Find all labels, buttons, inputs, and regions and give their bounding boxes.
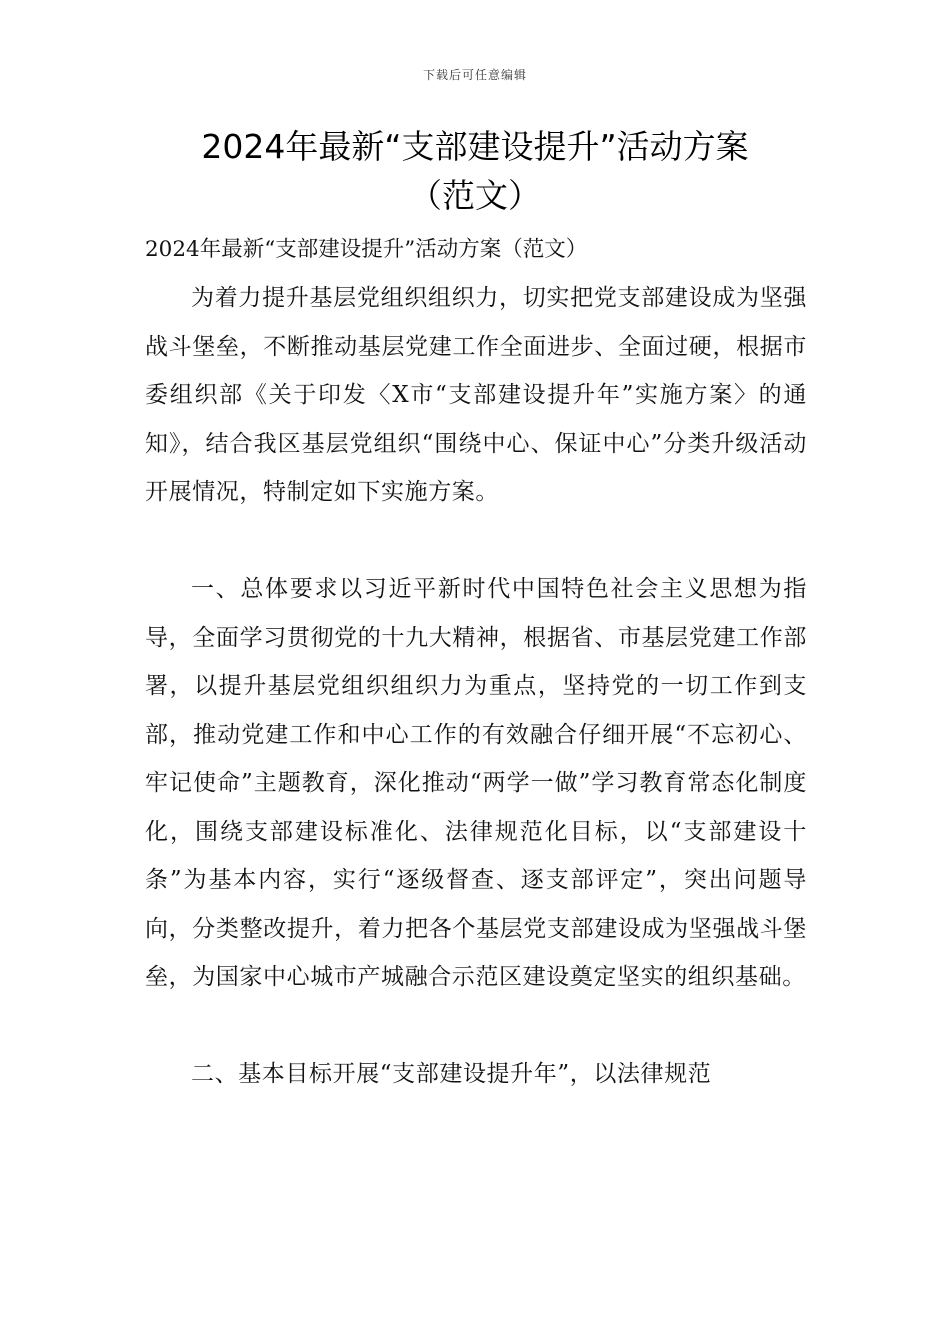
section-1-paragraph: 一、总体要求以习近平新时代中国特色社会主义思想为指导，全面学习贯彻党的十九大精神，根据省、市基层党建工作部署，以提升基层党组织组织力为重点，坚持党的一切工作到支部，推动党建工作和中心工作的有效融合仔细开展“不忘初心、牢记使命”主题教育，深化推动“两学一做”学习教育常态化制度化，围绕支部建设标准化、法律规范化目标，以“支部建设十条”为基本内容，实行“逐级督查、逐支部评定”，突出问题导向，分类整改提升，着力把各个基层党支部建设成为坚强战斗堡垒，为国家中心城市产城融合示范区建设奠定坚实的组织基础。 — [145, 576, 807, 990]
document-subtitle: 2024年最新“支部建设提升”活动方案（范文） — [145, 237, 588, 262]
document-title-line-2: （范文） — [409, 176, 541, 215]
document-title-line-1: 2024年最新“支部建设提升”活动方案 — [201, 127, 749, 166]
document-title — [145, 122, 805, 220]
paragraph-spacer — [145, 517, 807, 566]
section-2-paragraph: 二、基本目标开展“支部建设提升年”，以法律规范 — [191, 1061, 712, 1087]
intro-paragraph: 为着力提升基层党组织组织力，切实把党支部建设成为坚强战斗堡垒，不断推动基层党建工作全面进步、全面过硬，根据市委组织部《关于印发〈X市“支部建设提升年”实施方案〉的通知》，结合我区基层党组织“围绕中心、保证中心”分类升级活动开展情况，特制定如下实施方案。 — [145, 285, 807, 505]
document-body — [145, 226, 807, 1099]
paragraph-spacer — [145, 1002, 807, 1051]
download-note: 下载后可任意编辑 — [422, 68, 527, 82]
